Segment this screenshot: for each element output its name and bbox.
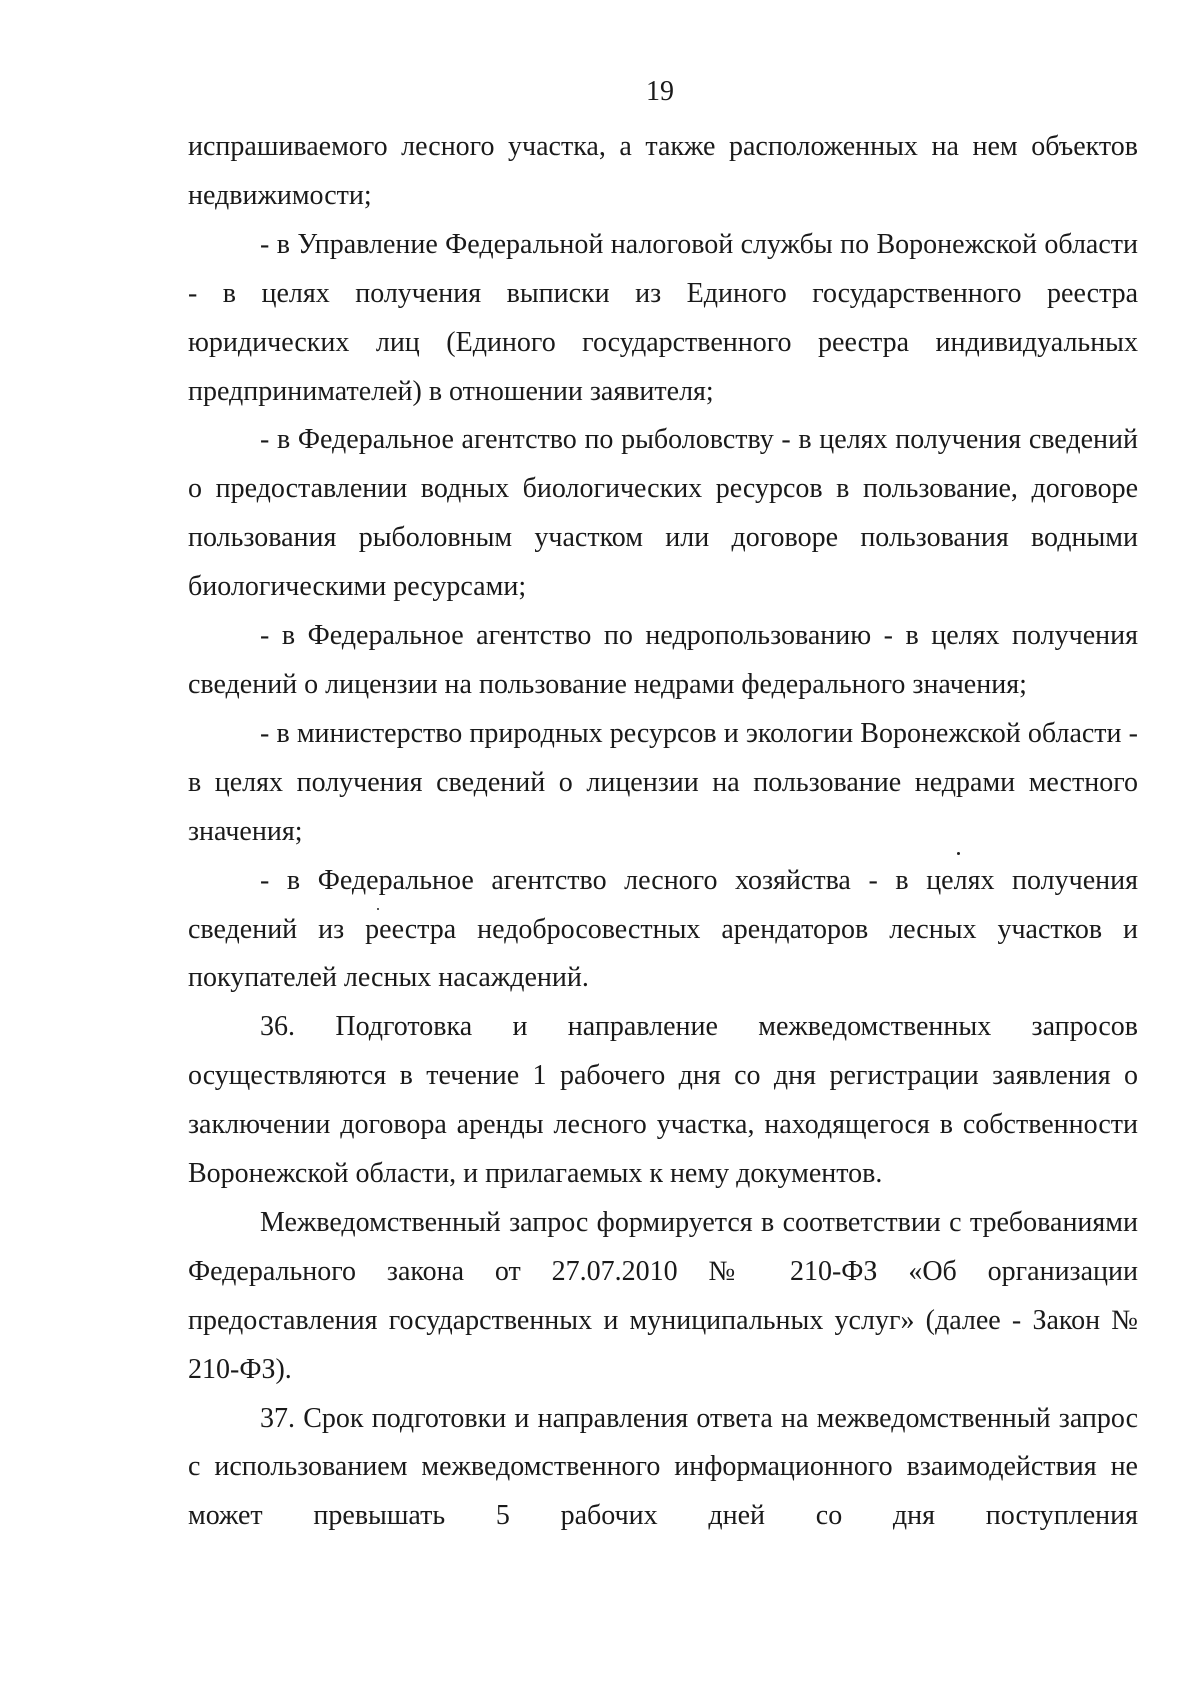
paragraph: - в министерство природных ресурсов и экологии Воронежской области - в целях получения сведений о лицензии на пользование недрами местного значения; — [188, 717, 1138, 847]
paragraph: - в Федеральное агентство лесного хозяйства - в целях получения сведений из реестра недобросовестных арендаторов лесных участков и покупателей лесных насаждений. — [188, 864, 1138, 994]
document-body — [188, 123, 1138, 1541]
paragraph: Межведомственный запрос формируется в соответствии с требованиями Федерального закона от 27.07.2010 № 210-ФЗ «Об организации предоставления государственных и муниципальных услуг» (далее - Закон № 210-ФЗ). — [188, 1206, 1138, 1385]
paragraph: - в Управление Федеральной налоговой службы по Воронежской области - в целях получения выписки из Единого государственного реестра юридических лиц (Единого государственного реестра индивидуальных предпринимателей) в отношении заявителя; — [188, 228, 1138, 407]
paragraph: - в Федеральное агентство по недропользованию - в целях получения сведений о лицензии на пользование недрами федерального значения; — [188, 620, 1138, 700]
paragraph: испрашиваемого лесного участка, а также расположенных на нем объектов недвижимости; — [188, 131, 1138, 211]
paragraph: 37. Срок подготовки и направления ответа на межведомственный запрос с использованием межведомственного информационного взаимодействия не может превышать 5 рабочих дней со дня поступления — [188, 1402, 1138, 1532]
scan-speck — [957, 852, 960, 855]
paragraph: - в Федеральное агентство по рыболовству - в целях получения сведений о предоставлении водных биологических ресурсов в пользование, договоре пользования рыболовным участком или договоре пользования водными биологическими ресурсами; — [188, 424, 1138, 603]
paragraph: 36. Подготовка и направление межведомственных запросов осуществляются в течение 1 рабочего дня со дня регистрации заявления о заключении договора аренды лесного участка, находящегося в собственности Воронежской области, и прилагаемых к нему документов. — [188, 1011, 1138, 1190]
scan-speck — [377, 908, 379, 910]
page-number: 19 — [646, 76, 674, 107]
